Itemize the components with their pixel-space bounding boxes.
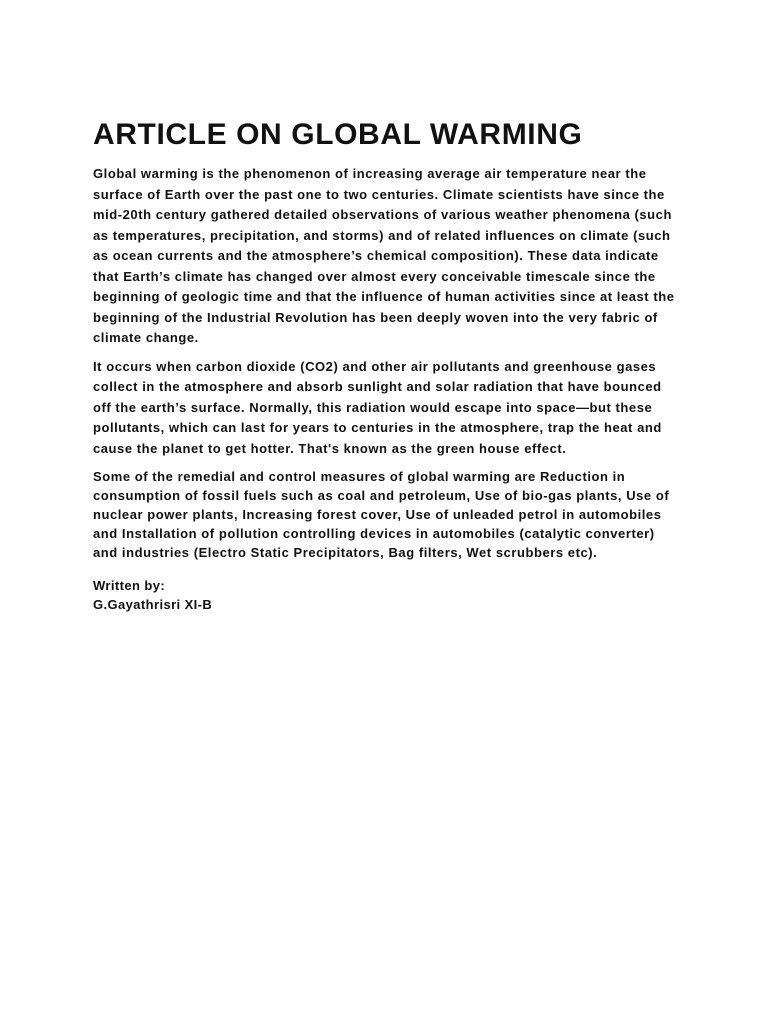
paragraph-definition: Global warming is the phenomenon of increasing average air temperature near the surface of Earth over the past one to two centuries. Climate scientists have since the mid-20th century gathered detailed observations of various weather phenomena (such as temperatures, precipitation, and storms) and of related influences on climate (such as ocean currents and the atmosphere’s chemical composition). These data indicate that Earth’s climate has changed over almost every conceivable timescale since the beginning of geologic time and that the influence of human activities since at least the beginning of the Industrial Revolution has been deeply woven into the very fabric of climate change. xyxy=(93,166,675,345)
author-block xyxy=(93,576,683,614)
paragraph-measures: Some of the remedial and control measures of global warming are Reduction in consumption of fossil fuels such as coal and petroleum, Use of bio-gas plants, Use of nuclear power plants, Increasing forest cover, Use of unleaded petrol in automobiles and Installation of pollution controlling devices in automobiles (catalytic converter) and industries (Electro Static Precipitators, Bag filters, Wet scrubbers etc). xyxy=(93,469,670,560)
paragraph-cause: It occurs when carbon dioxide (CO2) and other air pollutants and greenhouse gases collect in the atmosphere and absorb sunlight and solar radiation that have bounced off the earth’s surface. Normally, this radiation would escape into space—but these pollutants, which can last for years to centuries in the atmosphere, trap the heat and cause the planet to get hotter. That's known as the green house effect. xyxy=(93,358,662,456)
author-name: G.Gayathrisri XI-B xyxy=(93,597,213,612)
article-title: ARTICLE ON GLOBAL WARMING xyxy=(93,118,583,151)
written-by-label: Written by: xyxy=(93,578,166,593)
article-body xyxy=(93,116,683,614)
